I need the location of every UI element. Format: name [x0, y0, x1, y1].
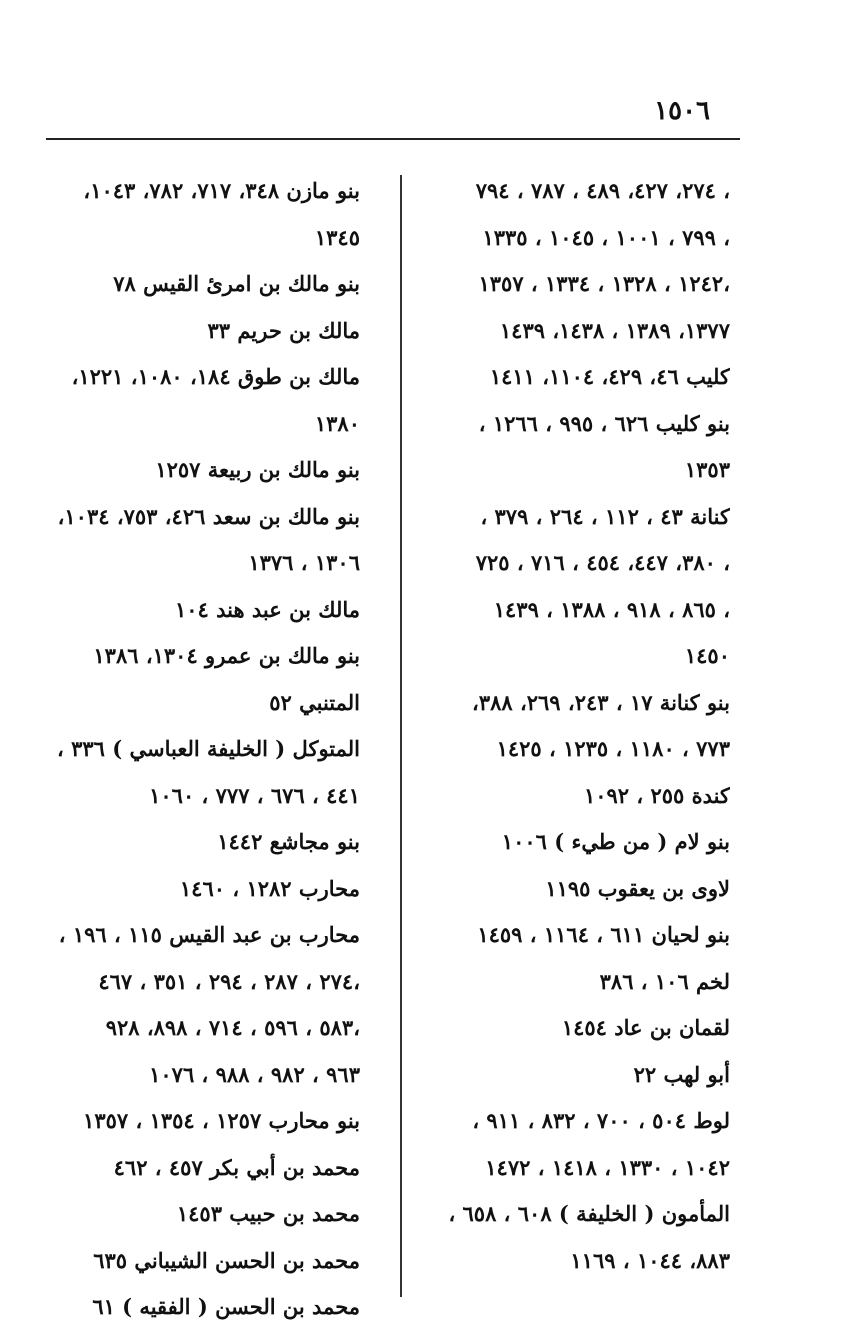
- index-entry-line: بنو محارب ١٢٥٧ ، ١٣٥٤ ، ١٣٥٧: [83, 1108, 360, 1133]
- index-entry-line: بنو لام ( من طيء ) ١٠٠٦: [501, 829, 730, 854]
- index-entry-line: بنو كنانة ١٧ ، ٢٤٣، ٢٦٩، ٣٨٨،: [472, 689, 730, 715]
- index-entry-line: ٨٨٣، ١٠٤٤ ، ١١٦٩: [570, 1247, 730, 1273]
- index-entry-line: ٤٤١ ، ٦٧٦ ، ٧٧٧ ، ١٠٦٠: [149, 782, 360, 808]
- index-entry-line: ١٣٧٧، ١٣٨٩ ، ١٤٣٨، ١٤٣٩: [499, 317, 730, 343]
- index-entry-line: محمد بن حبيب ١٤٥٣: [176, 1201, 360, 1226]
- header-rule: [46, 138, 740, 140]
- index-entry-line: بنو مالك بن سعد ٤٢٦، ٧٥٣، ١٠٣٤،: [57, 503, 360, 529]
- index-entry-line: المتوكل ( الخليفة العباسي ) ٣٣٦ ،: [57, 736, 360, 761]
- index-entry-line: ١٣٠٦ ، ١٣٧٦: [248, 550, 360, 575]
- index-entry-line: بنو مالك بن امرئ القيس ٧٨: [113, 271, 360, 296]
- index-entry-line: ٨٦٥ ، ٩١٨ ، ١٣٨٨ ، ١٤٣٩ ،: [493, 596, 730, 622]
- index-entry-line: المأمون ( الخليفة ) ٦٠٨ ، ٦٥٨ ،: [448, 1201, 730, 1226]
- index-entry-line: بنو مازن ٣٤٨، ٧١٧، ٧٨٢، ١٠٤٣،: [83, 178, 360, 203]
- index-entry-line: أبو لهب ٢٢: [633, 1061, 730, 1087]
- index-entry-line: بنو كليب ٦٢٦ ، ٩٩٥ ، ١٢٦٦ ،: [478, 410, 730, 436]
- index-entry-line: ٩٦٣ ، ٩٨٢ ، ٩٨٨ ، ١٠٧٦: [149, 1061, 360, 1087]
- index-entry-line: ٢٧٤ ، ٢٨٧ ، ٢٩٤ ، ٣٥١ ، ٤٦٧،: [98, 968, 360, 994]
- index-entry-line: محمد بن أبي بكر ٤٥٧ ، ٤٦٢: [113, 1154, 360, 1180]
- index-entry-line: محمد بن الحسن ( الفقيه ) ٦١: [92, 1294, 360, 1319]
- index-entry-line: كنانة ٤٣ ، ١١٢ ، ٢٦٤ ، ٣٧٩ ،: [480, 503, 730, 529]
- column-divider: [400, 175, 402, 1297]
- page-number: ١٥٠٦: [654, 96, 710, 126]
- index-entry-line: ١٣٤٥: [314, 224, 360, 250]
- index-entry-line: بنو مالك بن عمرو ١٣٠٤، ١٣٨٦: [93, 643, 360, 668]
- index-entry-line: ١٤٥٠: [684, 643, 730, 668]
- index-entry-line: محمد بن الحسن الشيباني ٦٣٥: [93, 1247, 360, 1273]
- index-entry-line: لقمان بن عاد ١٤٥٤: [561, 1015, 730, 1040]
- index-column-right: [425, 168, 730, 1284]
- index-entry-line: ٥٨٣ ، ٥٩٦ ، ٧١٤ ، ٨٩٨، ٩٢٨،: [105, 1015, 360, 1040]
- index-entry-line: محارب ١٢٨٢ ، ١٤٦٠: [179, 875, 360, 901]
- index-column-left: [40, 168, 360, 1331]
- index-entry-line: مالك بن طوق ١٨٤، ١٠٨٠، ١٢٢١،: [71, 364, 360, 389]
- index-entry-line: المتنبي ٥٢: [269, 689, 360, 715]
- index-entry-line: بنو مالك بن ربيعة ١٢٥٧: [155, 457, 360, 482]
- index-entry-line: ٧٧٣ ، ١١٨٠ ، ١٢٣٥ ، ١٤٢٥: [496, 736, 730, 761]
- index-entry-line: لاوى بن يعقوب ١١٩٥: [545, 875, 730, 901]
- index-entry-line: كليب ٤٦، ٤٢٩، ١١٠٤، ١٤١١: [489, 364, 730, 389]
- index-entry-line: محارب بن عبد القيس ١١٥ ، ١٩٦ ،: [58, 922, 360, 947]
- index-entry-line: لخم ١٠٦ ، ٣٨٦: [599, 968, 730, 994]
- index-entry-line: ١٠٤٢ ، ١٣٣٠ ، ١٤١٨ ، ١٤٧٢: [485, 1154, 730, 1180]
- index-entry-line: بنو مجاشع ١٤٤٢: [217, 829, 360, 854]
- index-entry-line: بنو لحيان ٦١١ ، ١١٦٤ ، ١٤٥٩: [477, 922, 730, 947]
- index-entry-line: ٧٩٩ ، ١٠٠١ ، ١٠٤٥ ، ١٣٣٥ ،: [482, 224, 730, 250]
- index-entry-line: كندة ٢٥٥ ، ١٠٩٢: [583, 782, 730, 808]
- index-entry-line: مالك بن حريم ٣٣: [207, 317, 360, 343]
- index-entry-line: ٢٧٤، ٤٢٧، ٤٨٩ ، ٧٨٧ ، ٧٩٤ ،: [475, 178, 730, 203]
- index-entry-line: ١٣٥٣: [684, 457, 730, 482]
- index-entry-line: لوط ٥٠٤ ، ٧٠٠ ، ٨٣٢ ، ٩١١ ،: [472, 1108, 730, 1133]
- index-entry-line: ٣٨٠، ٤٤٧، ٤٥٤ ، ٧١٦ ، ٧٢٥ ،: [475, 550, 730, 575]
- index-entry-line: ١٢٤٢ ، ١٣٢٨ ، ١٣٣٤ ، ١٣٥٧،: [478, 271, 730, 296]
- index-entry-line: مالك بن عبد هند ١٠٤: [175, 596, 360, 622]
- index-entry-line: ١٣٨٠: [314, 410, 360, 436]
